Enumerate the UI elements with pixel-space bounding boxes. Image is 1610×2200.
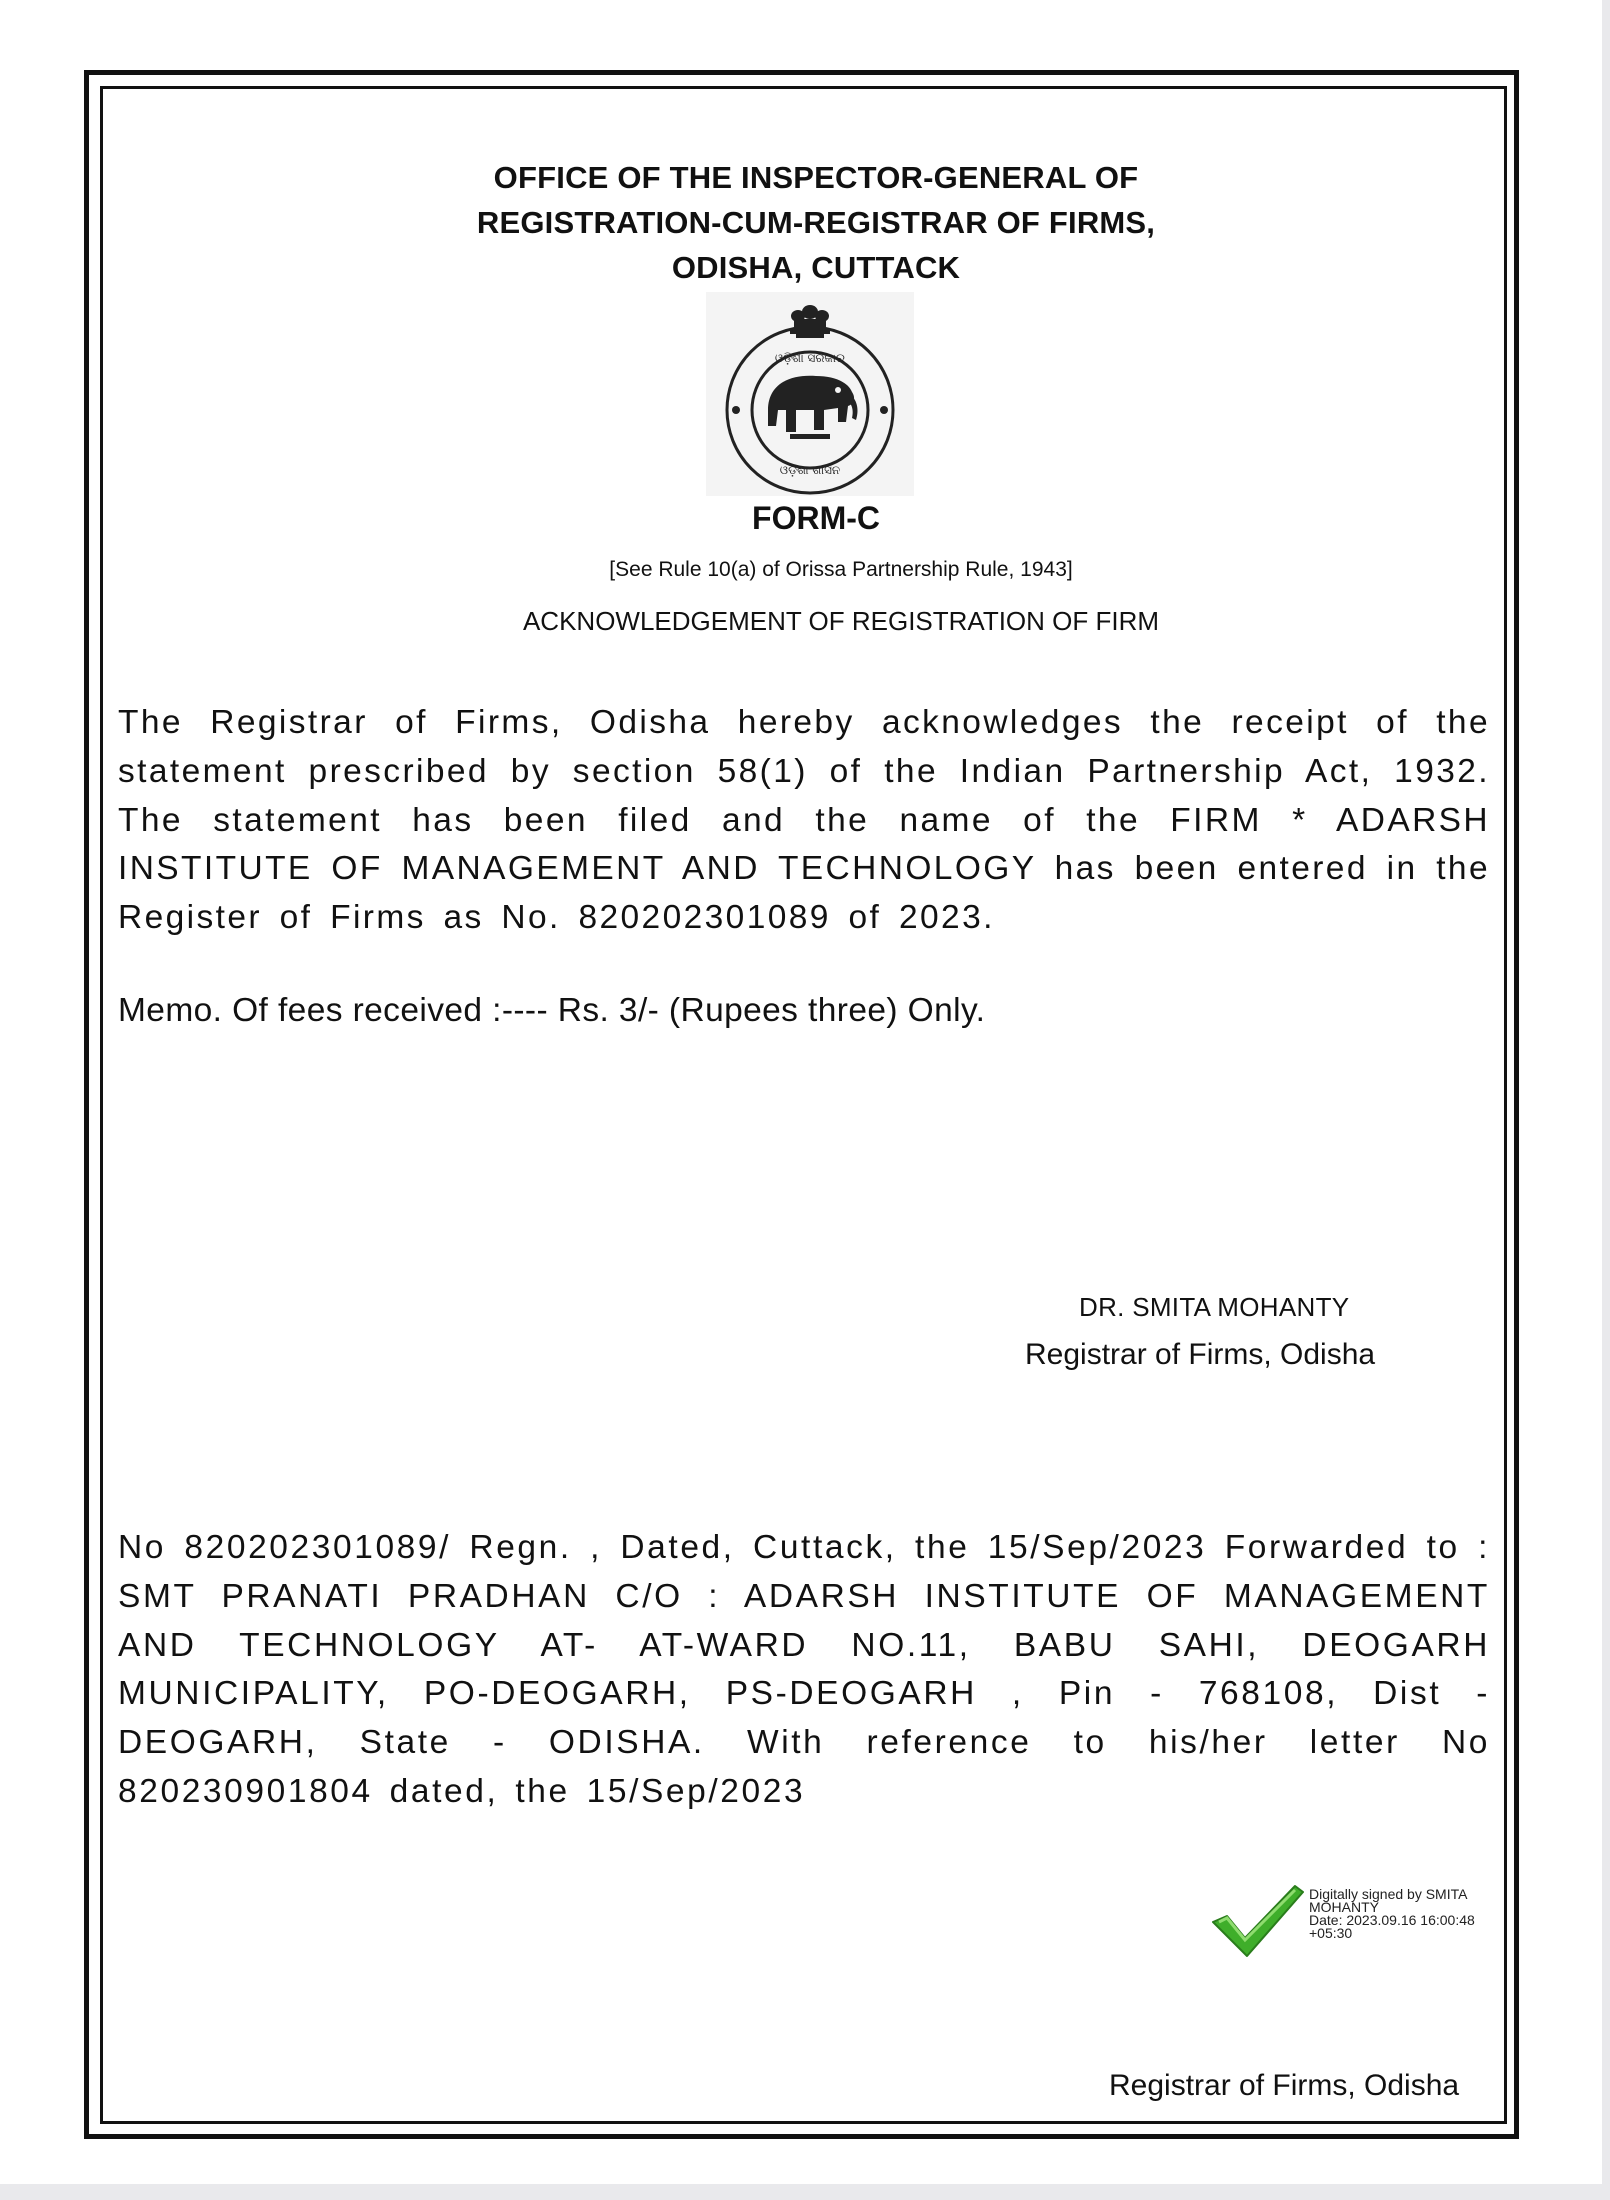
odisha-state-emblem-icon [706, 292, 914, 496]
header-line-3: ODISHA, CUTTACK [671, 250, 961, 285]
forwarding-paragraph: No 820202301089/ Regn. , Dated, Cuttack, the 15/Sep/2023 Forwarded to : SMT PRANATI PRADHAN C/O : ADARSH INSTITUTE OF MANAGEMENT AND TECHNOLOGY AT- AT-WARD NO.11, BABU SAHI, DEOGARH MUNICIPALITY, PO-DEOGARH, PS-DEOGARH , Pin - 768108, Dist - DEOGARH, State - ODISHA. With reference to his/her letter No 820230901804 dated, the 15/Sep/2023 [118, 1529, 1490, 1810]
acknowledgement-heading: ACKNOWLEDGEMENT OF REGISTRATION OF FIRM [522, 606, 1160, 636]
digital-signature-line-3: Date: 2023.09.16 16:00:48 [1309, 1912, 1475, 1928]
footer-registrar-title: Registrar of Firms, Odisha [1109, 2069, 1460, 2102]
signatory-title: Registrar of Firms, Odisha [1025, 1338, 1376, 1371]
emblem-top-text: ଓଡ଼ିଶା ସରକାର [774, 351, 846, 365]
form-title: FORM-C [752, 500, 880, 536]
emblem-bottom-text: ଓଡ଼ିଶା ଶାସନ [779, 463, 841, 477]
digital-signature-line-2: MOHANTY [1309, 1899, 1379, 1915]
header-line-2: REGISTRATION-CUM-REGISTRAR OF FIRMS, [476, 205, 1156, 240]
digital-signature-block [1309, 1888, 1475, 1940]
signatory-name: DR. SMITA MOHANTY [1079, 1292, 1350, 1322]
acknowledgement-paragraph: The Registrar of Firms, Odisha hereby acknowledges the receipt of the statement prescribed by section 58(1) of the Indian Partnership Act, 1932. The statement has been filed and the name of the FIRM * ADARSH INSTITUTE OF MANAGEMENT AND TECHNOLOGY has been entered in the Register of Firms as No. 820202301089 of 2023. [118, 704, 1490, 937]
memo-of-fees: Memo. Of fees received :---- Rs. 3/- (Rupees three) Only. [118, 992, 986, 1029]
digital-signature-line-1: Digitally signed by SMITA [1309, 1886, 1468, 1902]
rule-reference: [See Rule 10(a) of Orissa Partnership Rule, 1943] [609, 558, 1073, 581]
digital-signature-line-4: +05:30 [1309, 1925, 1353, 1941]
header-line-1: OFFICE OF THE INSPECTOR-GENERAL OF [493, 160, 1139, 195]
green-checkmark-icon [1209, 1880, 1305, 1960]
